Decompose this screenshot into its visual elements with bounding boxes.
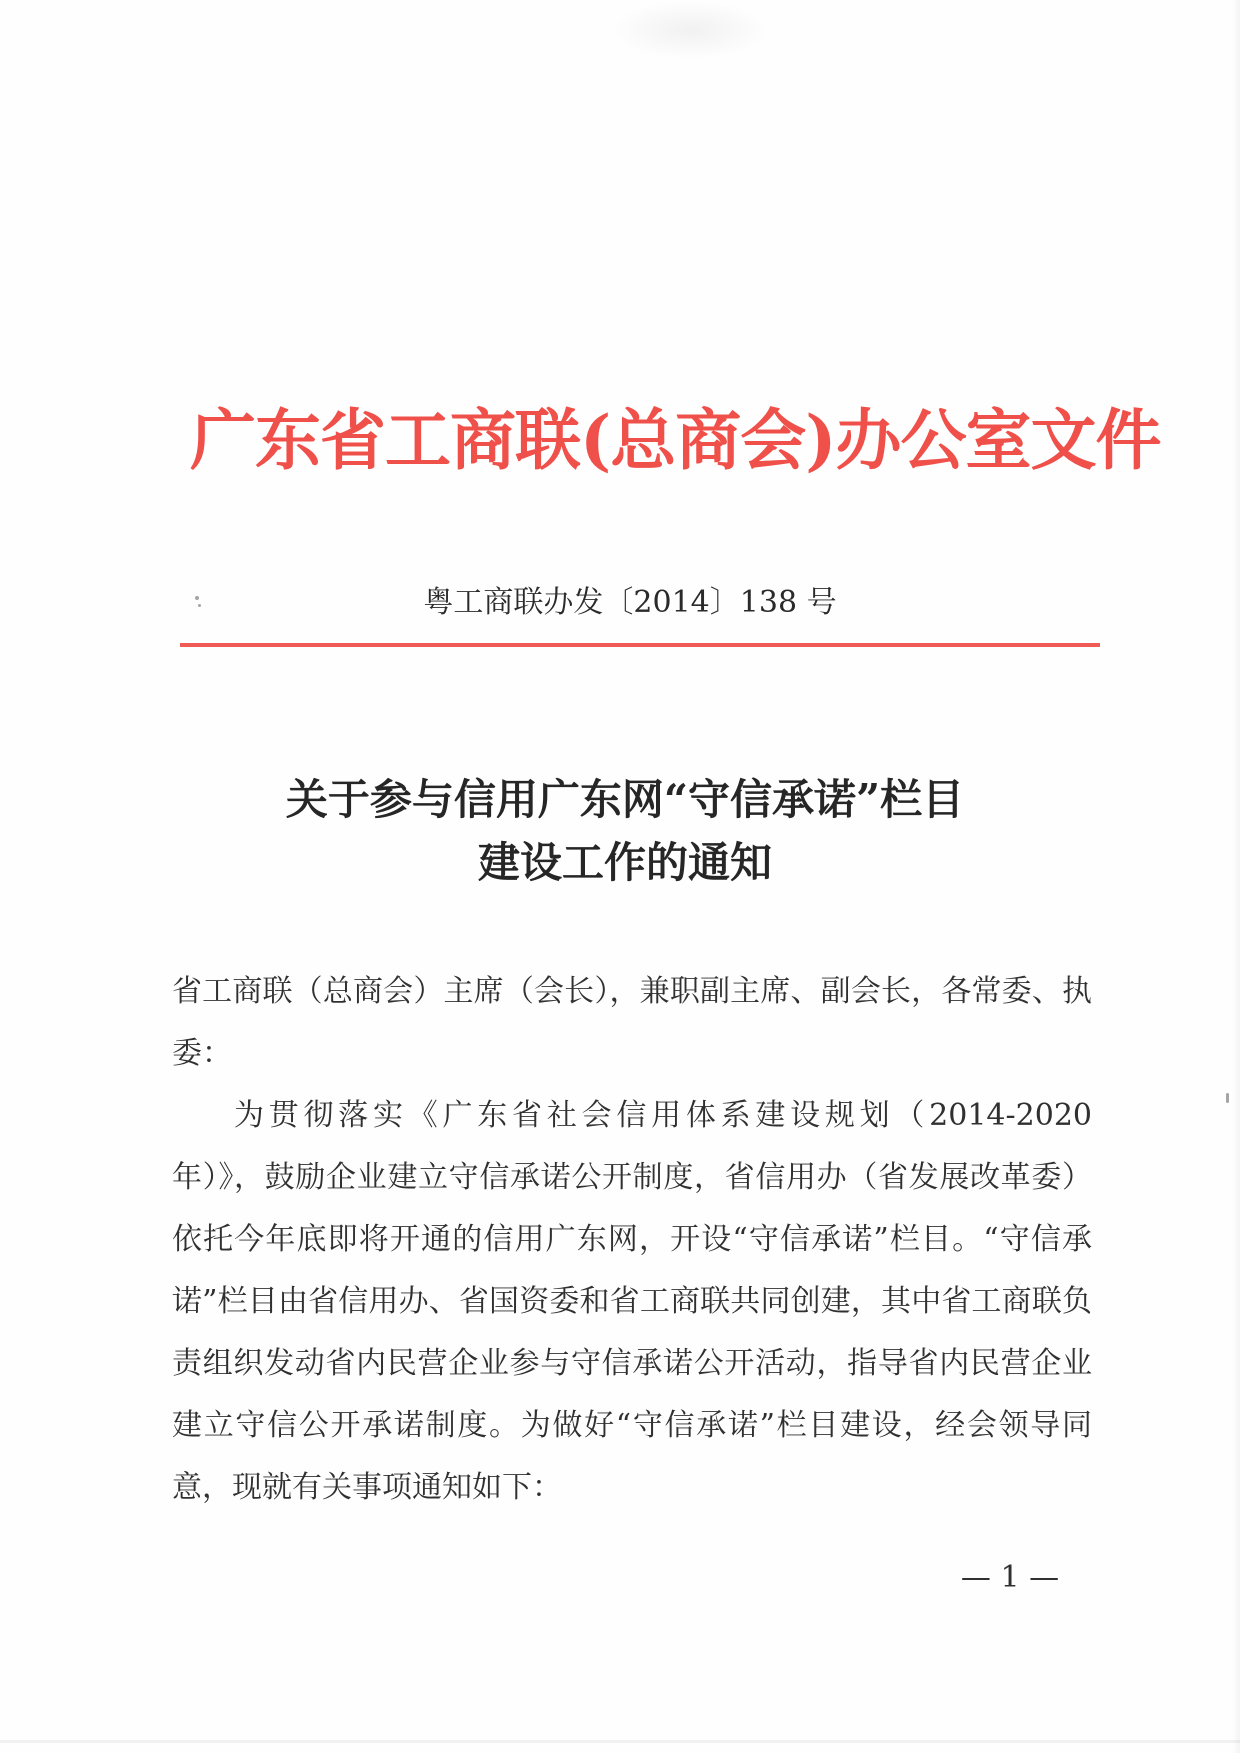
scan-bottom-edge xyxy=(0,1740,1240,1743)
scan-shadow xyxy=(610,0,770,60)
masthead-title: 广东省工商联(总商会)办公室文件 xyxy=(190,401,1161,479)
notice-title-line-1: 关于参与信用广东网“守信承诺”栏目 xyxy=(285,775,965,824)
page-number: — 1 — xyxy=(960,1560,1060,1595)
red-divider-line xyxy=(180,643,1100,647)
body-paragraph: 为贯彻落实《广东省社会信用体系建设规划（2014-2020 年）》，鼓励企业建立守信承诺公开制度，省信用办（省发展改革委）依托今年底即将开通的信用广东网，开设“守信承诺”栏目。“守信承诺”栏目由省信用办、省国资委和省工商联共同创建，其中省工商联负责组织发动省内民营企业参与守信承诺公开活动，指导省内民营企业建立守信公开承诺制度。为做好“守信承诺”栏目建设，经会领导同意，现就有关事项通知如下： xyxy=(172,1098,1092,1505)
notice-title-line-2: 建设工作的通知 xyxy=(477,838,772,887)
addressee: 省工商联（总商会）主席（会长），兼职副主席、副会长，各常委、执委： xyxy=(172,974,1092,1071)
document-number: 粤工商联办发〔2014〕138 号 xyxy=(423,585,837,620)
scan-speck xyxy=(1226,1093,1229,1103)
